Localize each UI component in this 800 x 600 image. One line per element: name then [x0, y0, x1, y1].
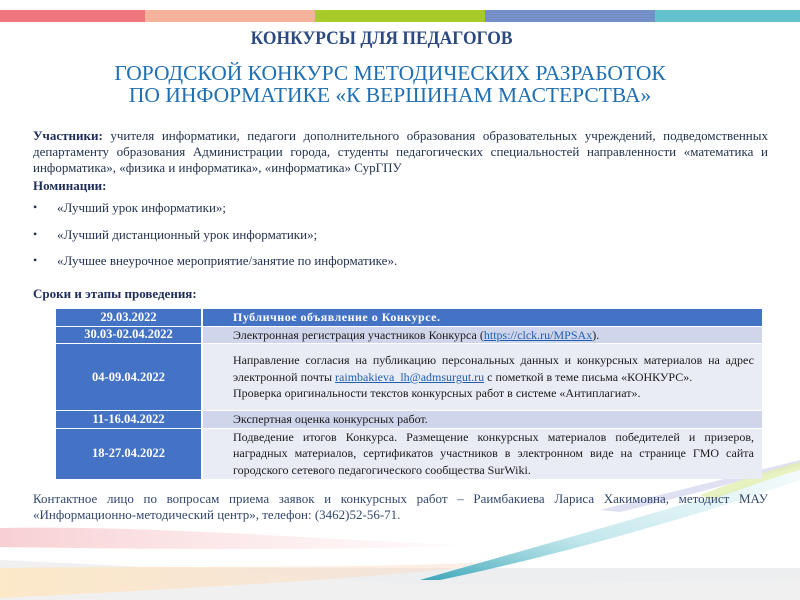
participants-text: учителя информатики, педагоги дополнительного образования образовательных учреждений, подведомственных департаменту образования Администрации города, студенты педагогических специальностей направленности «математика и информатика», «физика и информатика», «информатика» СурГПУ	[33, 128, 768, 175]
stage-text: Электронная регистрация участников Конкурса (	[233, 327, 484, 342]
nomination-text: «Лучшее внеурочное мероприятие/занятие по информатике».	[57, 253, 398, 268]
stage-description: Экспертная оценка конкурсных работ.	[203, 411, 762, 428]
list-item	[33, 200, 397, 227]
stages-table	[56, 308, 762, 480]
stage-description	[203, 327, 762, 344]
page-title-line-2: ПО ИНФОРМАТИКЕ «К ВЕРШИНАМ МАСТЕРСТВА»	[128, 83, 652, 107]
nominations-list	[33, 200, 397, 280]
nominations-label: Номинации:	[33, 178, 107, 193]
page-title-line-1: ГОРОДСКОЙ КОНКУРС МЕТОДИЧЕСКИХ РАЗРАБОТОК	[114, 61, 666, 85]
table-row	[56, 344, 762, 410]
section-title: КОНКУРСЫ ДЛЯ ПЕДАГОГОВ	[250, 28, 513, 49]
bullet-icon: •	[33, 253, 38, 267]
list-item	[33, 253, 397, 280]
stage-text: с пометкой в теме письма «КОНКУРС».	[484, 369, 693, 384]
registration-link[interactable]: https://clck.ru/MPSAx	[483, 327, 593, 342]
stage-text: Проверка оригинальности текстов конкурсных работ в системе «Антиплагиат».	[233, 386, 641, 401]
list-item	[33, 227, 397, 254]
stage-date: 29.03.2022	[56, 309, 203, 326]
bullet-icon: •	[33, 200, 38, 214]
stage-text: ).	[592, 327, 600, 342]
participants-paragraph	[33, 128, 768, 176]
participants-label: Участники:	[33, 128, 103, 143]
table-row	[56, 411, 762, 428]
table-row	[56, 309, 762, 326]
stage-date: 30.03-02.04.2022	[56, 327, 203, 344]
stage-text: Направление согласия на публикацию персональных данных и конкурсных материалов на адрес электронной почты	[233, 353, 754, 384]
email-link[interactable]: raimbakieva_lh@admsurgut.ru	[335, 369, 485, 384]
contact-info: Контактное лицо по вопросам приема заявок и конкурсных работ – Раимбакиева Лариса Хакимовна, методист МАУ «Информационно-методический центр», телефон: (3462)52-56-71.	[33, 491, 768, 522]
bullet-icon: •	[33, 226, 38, 241]
stage-date: 04-09.04.2022	[56, 344, 203, 410]
nomination-text: «Лучший дистанционный урок информатики»;	[57, 226, 318, 242]
table-row	[56, 429, 762, 479]
stage-date: 18-27.04.2022	[56, 429, 203, 479]
stage-description: Подведение итогов Конкурса. Размещение конкурсных материалов победителей и призеров, наградных материалов, сертификатов участников в электронном виде на странице ГМО сайта городского сетевого педагогического сообщества SurWiki.	[203, 429, 762, 479]
stages-label: Сроки и этапы проведения:	[33, 286, 197, 301]
stage-description: Публичное объявление о Конкурсе.	[203, 309, 762, 326]
stage-date: 11-16.04.2022	[56, 411, 203, 428]
table-row	[56, 327, 762, 344]
stage-description	[203, 344, 762, 410]
nomination-text: «Лучший урок информатики»;	[57, 200, 227, 215]
page-title	[0, 62, 800, 106]
